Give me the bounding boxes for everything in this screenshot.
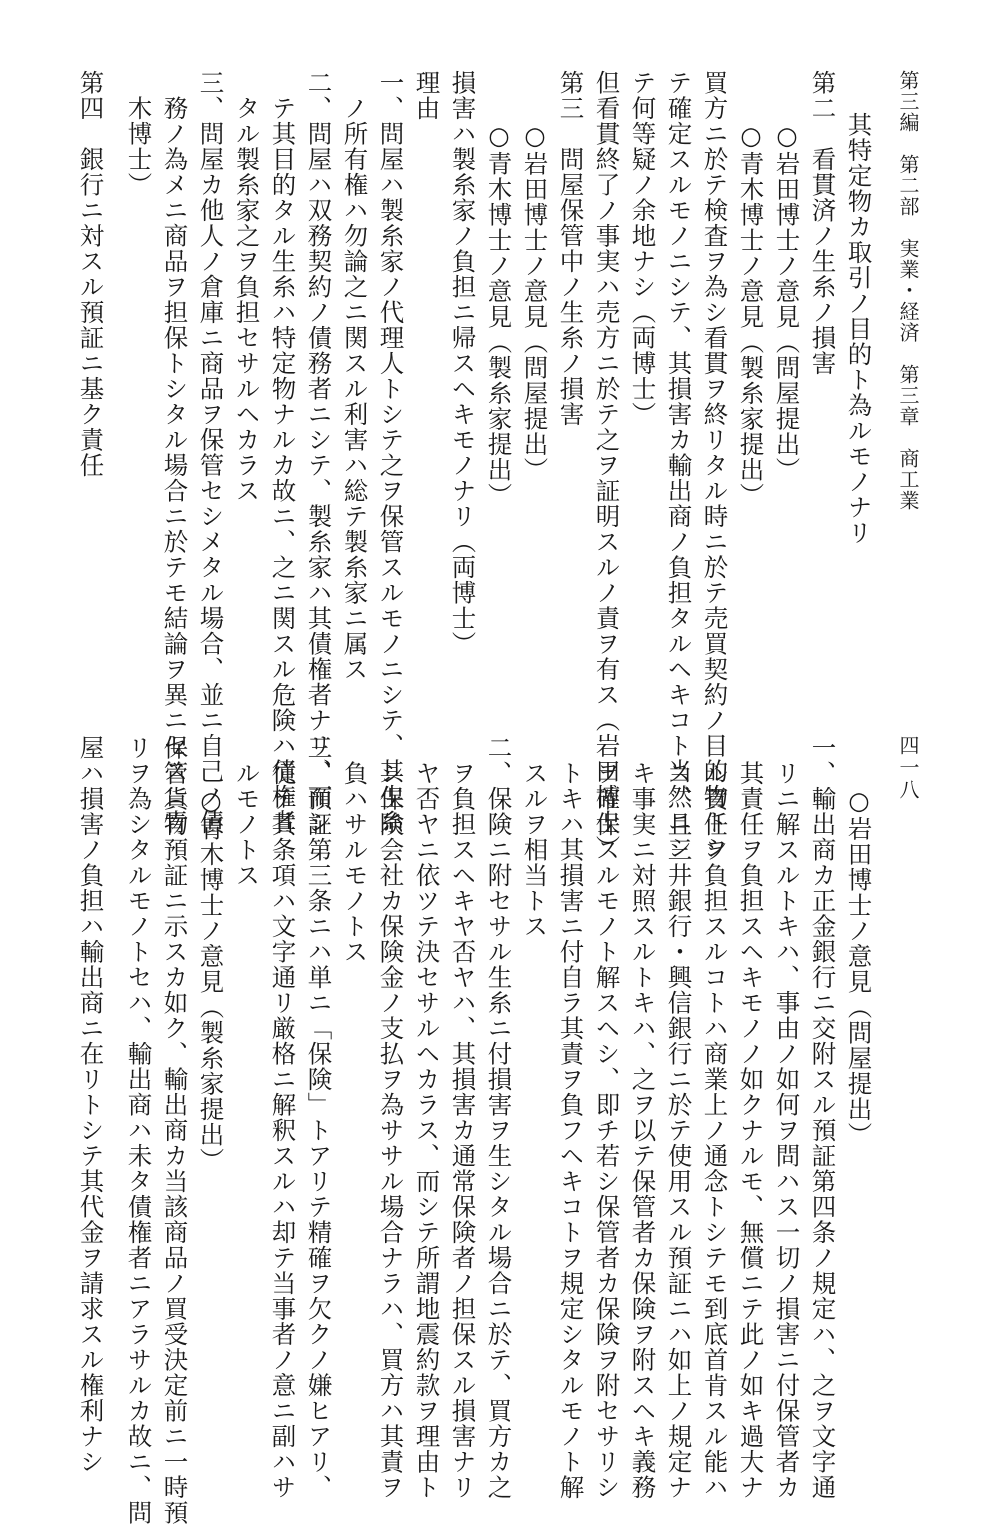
top-line-2: 第二 看貫済ノ生糸ノ損害 (808, 70, 838, 376)
top-line-8: 但看貫終了ノ事実ハ売方ニ於テ之ヲ証明スルノ責ヲ有ス（岩田博士） (592, 70, 622, 861)
bottom-line-13: ヤ否ヤニ依ツテ決セサルヘカラス、而シテ所謂地震約款ヲ理由ト (412, 735, 442, 1500)
bottom-line-3: リニ解スルトキハ、事由ノ如何ヲ問ハス一切ノ損害ニ付保管者カ (772, 735, 802, 1500)
top-line-20: 務ノ為メニ商品ヲ担保トシタル場合ニ於テモ結論ヲ異ニセス（青 (160, 70, 190, 835)
bottom-line-18: ルモノトス (232, 735, 262, 888)
top-line-11: ○青木博士ノ意見（製糸家提出） (484, 70, 514, 508)
bottom-line-21: リヲ為シタルモノトセハ、輸出商ハ未タ債権者ニアラサルカ故ニ、問 (124, 735, 154, 1526)
top-line-4: ○青木博士ノ意見（製糸家提出） (736, 70, 766, 508)
bottom-line-9: トキハ其損害ニ付自ラ其責ヲ負フヘキコトヲ規定シタルモノト解 (556, 735, 586, 1500)
bottom-line-5: ル責任ヲ負担スルコトハ商業上ノ通念トシテモ到底首肯スル能ハ (700, 735, 730, 1500)
bottom-line-20: 保管貨物預証ニ示スカ如ク、輸出商カ当該商品ノ買受決定前ニ一時預 (160, 735, 190, 1526)
top-line-22: 第四 銀行ニ対スル預証ニ基ク責任 (76, 70, 106, 478)
bottom-line-10: スルヲ相当トス (520, 735, 550, 939)
top-line-15: ノ所有権ハ勿論之ニ関スル利害ハ総テ製糸家ニ属ス (340, 70, 370, 682)
bottom-line-6: ス、且三井銀行・興信銀行ニ於テ使用スル預証ニハ如上ノ規定ナ (664, 735, 694, 1500)
top-line-9: 第三 問屋保管中ノ生糸ノ損害 (556, 70, 586, 427)
top-line-10: ○岩田博士ノ意見（問屋提出） (520, 70, 550, 483)
bottom-line-17: 従テ其条項ハ文字通リ厳格ニ解釈スルハ却テ当事者ノ意ニ副ハサ (268, 735, 298, 1500)
top-line-3: ○岩田博士ノ意見（問屋提出） (772, 70, 802, 483)
bottom-line-12: ヲ負担スヘキヤ否ヤハ、其損害カ通常保険者ノ担保スル損害ナリ (448, 735, 478, 1500)
top-line-12: 損害ハ製糸家ノ負担ニ帰スヘキモノナリ（両博士） (448, 70, 478, 657)
bottom-line-15: 負ハサルモノトス (340, 735, 370, 965)
bottom-line-11: 二、保険ニ附セサル生糸ニ付損害ヲ生シタル場合ニ於テ、買方カ之 (484, 735, 514, 1500)
top-line-7: テ何等疑ノ余地ナシ（両博士） (628, 70, 658, 427)
top-line-1: 其特定物カ取引ノ目的ト為ルモノナリ (844, 112, 874, 546)
bottom-line-16: 三、預証第三条ニハ単ニ「保険」トアリテ精確ヲ欠クノ嫌ヒアリ、 (304, 735, 334, 1500)
top-line-14: 一、問屋ハ製糸家ノ代理人トシテ之ヲ保管スルモノニシテ、其生糸 (376, 70, 406, 835)
bottom-line-19: ○青木博士ノ意見（製糸家提出） (196, 735, 226, 1173)
bottom-line-1: ○岩田博士ノ意見（問屋提出） (844, 735, 874, 1148)
top-line-16: 二、問屋ハ双務契約ノ債務者ニシテ、製糸家ハ其債権者ナリ、而シ (304, 70, 334, 835)
bottom-line-2: 一、輸出商カ正金銀行ニ交附スル預証第四条ノ規定ハ、之ヲ文字通 (808, 735, 838, 1500)
top-line-17: テ其目的タル生糸ハ特定物ナルカ故ニ、之ニ関スル危険ハ債権者 (268, 70, 298, 835)
top-line-19: 三、問屋カ他人ノ倉庫ニ商品ヲ保管セシメタル場合、並ニ自己ノ債 (196, 70, 226, 835)
running-head: 第三編 第二部 実業・経済 第三章 商工業 (896, 70, 920, 511)
top-line-18: タル製糸家之ヲ負担セサルヘカラス (232, 70, 262, 504)
top-line-6: テ確定スルモノニシテ、其損害カ輸出商ノ負担タルヘキコト当然ニシ (664, 70, 694, 861)
bottom-line-14: シ保険会社カ保険金ノ支払ヲ為ササル場合ナラハ、買方ハ其責ヲ (376, 735, 406, 1500)
bottom-line-4: 其責任ヲ負担スヘキモノノ如クナルモ、無償ニテ此ノ如キ過大ナ (736, 735, 766, 1500)
top-line-21: 木博士） (124, 70, 154, 198)
page-number: 四一八 (896, 735, 920, 801)
bottom-line-8: ヲ確保スルモノト解スヘシ、即チ若シ保管者カ保険ヲ附セサリシ (592, 735, 622, 1500)
top-line-13: 理由 (412, 70, 442, 121)
bottom-line-22: 屋ハ損害ノ負担ハ輸出商ニ在リトシテ其代金ヲ請求スル権利ナシ (76, 735, 106, 1475)
bottom-line-7: キ事実ニ対照スルトキハ、之ヲ以テ保管者カ保険ヲ附スヘキ義務 (628, 735, 658, 1500)
top-line-5: 買方ニ於テ検査ヲ為シ看貫ヲ終リタル時ニ於テ売買契約ノ目的物トシ (700, 70, 730, 861)
